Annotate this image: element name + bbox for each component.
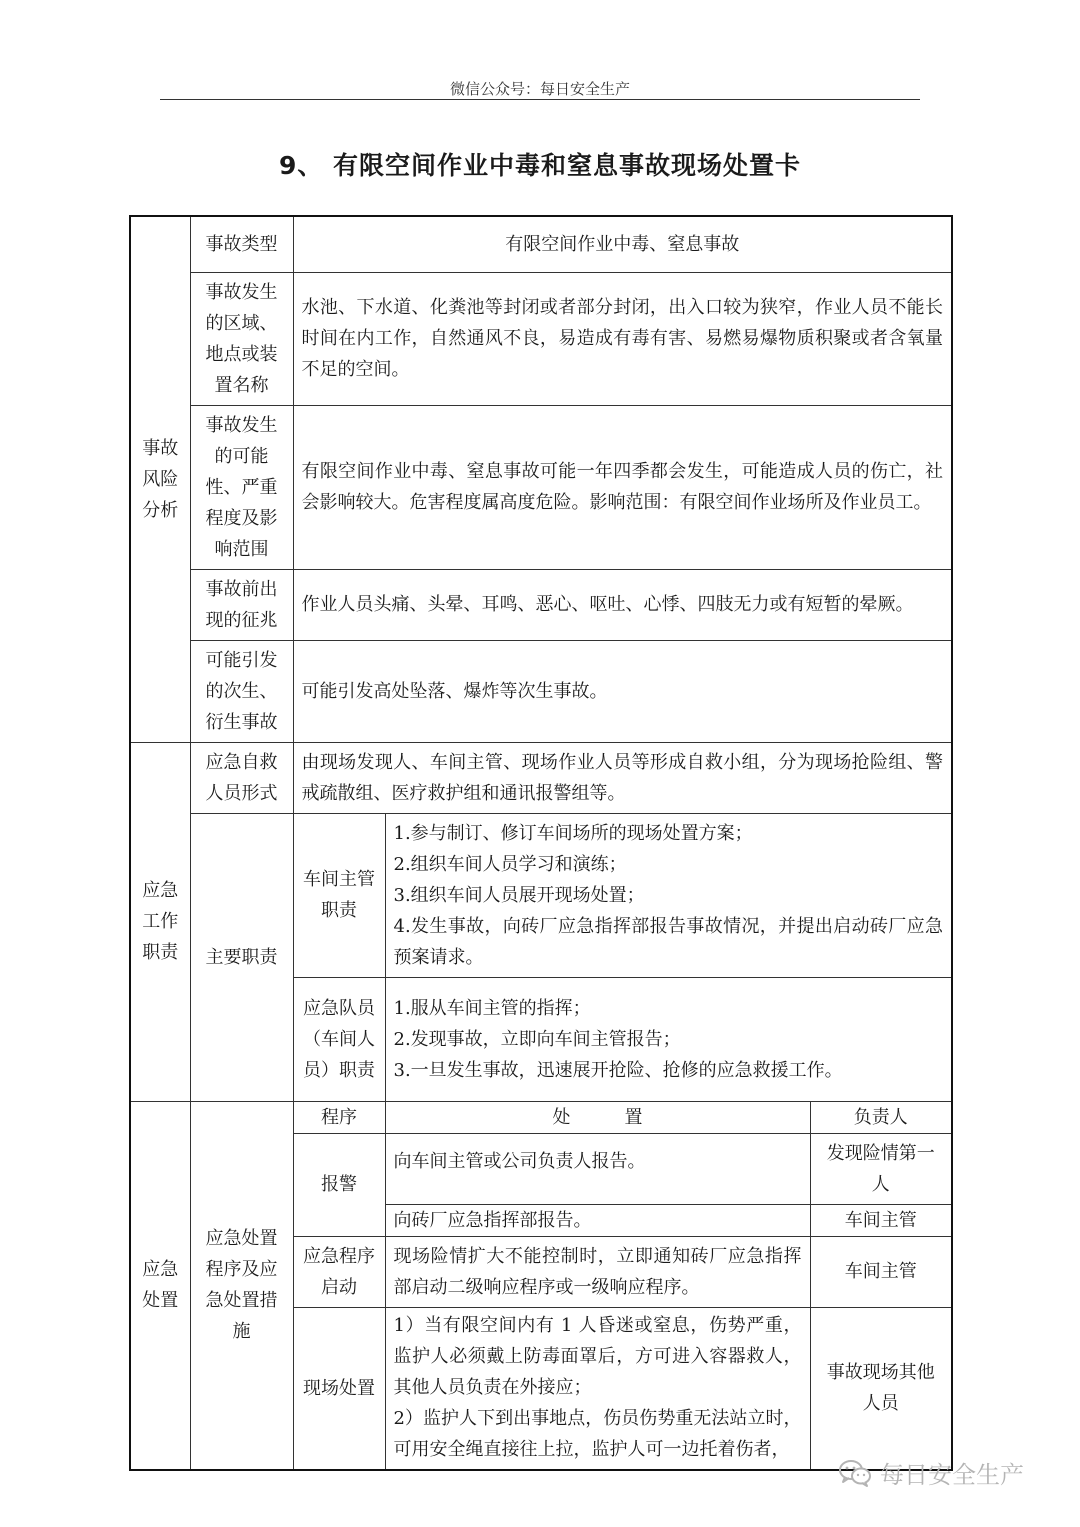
member-duty-list <box>385 977 952 1101</box>
step-onsite: 现场处置 <box>293 1307 385 1470</box>
list-item: 2.组织车间人员学习和演练； <box>393 853 627 875</box>
row-label: 应急自救人员形式 <box>190 742 293 813</box>
row-value: 可能引发高处坠落、爆炸等次生事故。 <box>293 640 952 742</box>
column-header-owner: 负责人 <box>810 1101 952 1133</box>
row-value: 水池、下水道、化粪池等封闭或者部分封闭，出入口较为狭窄，作业人员不能长时间在内工作，自然通风不良，易造成有毒有害、易燃易爆物质积聚或者含氧量不足的空间。 <box>293 272 952 405</box>
list-item: 1.参与制订、修订车间场所的现场处置方案； <box>393 822 753 844</box>
column-header-step: 程序 <box>293 1101 385 1133</box>
owner-cell: 车间主管 <box>810 1236 952 1307</box>
header-account: 微信公众号：每日安全生产 <box>449 80 630 98</box>
list-item: 3.一旦发生事故，迅速展开抢险、抢修的应急救援工作。 <box>393 1059 843 1081</box>
row-value: 有限空间作业中毒、窒息事故可能一年四季都会发生，可能造成人员的伤亡，社会影响较大。危害程度属高度危险。影响范围：有限空间作业场所及作业员工。 <box>293 405 952 569</box>
main-duties-label: 主要职责 <box>190 813 293 1101</box>
manager-duty-label: 车间主管职责 <box>293 813 385 977</box>
header-divider <box>160 99 920 100</box>
row-label: 事故发生的可能性、严重程度及影响范围 <box>190 405 293 569</box>
table-row <box>130 405 952 569</box>
onsite-action-list <box>385 1307 810 1470</box>
list-item: 1）当有限空间内有 1 人昏迷或窒息，伤势严重，监护人必须戴上防毒面罩后，方可进入容器救人，其他人员负责在外接应； <box>393 1314 802 1398</box>
row-label: 事故前出现的征兆 <box>190 569 293 640</box>
wechat-icon <box>838 1458 872 1488</box>
member-duty-label: 应急队员（车间人员）职责 <box>293 977 385 1101</box>
owner-cell: 车间主管 <box>810 1204 952 1236</box>
table-row <box>130 569 952 640</box>
table-row <box>130 1101 952 1133</box>
column-header-action: 处 置 <box>385 1101 810 1133</box>
list-item: 1.服从车间主管的指挥； <box>393 997 591 1019</box>
response-procedure-label: 应急处置程序及应急处置措施 <box>190 1101 293 1470</box>
table-row <box>130 216 952 272</box>
row-label: 事故发生的区域、地点或装置名称 <box>190 272 293 405</box>
row-value: 由现场发现人、车间主管、现场作业人员等形成自救小组，分为现场抢险组、警戒疏散组、医疗救护组和通讯报警组等。 <box>293 742 952 813</box>
table-row <box>130 272 952 405</box>
row-label: 可能引发的次生、衍生事故 <box>190 640 293 742</box>
manager-duty-list <box>385 813 952 977</box>
list-item: 2.发现事故，立即向车间主管报告； <box>393 1028 681 1050</box>
owner-cell: 事故现场其他人员 <box>810 1307 952 1470</box>
list-item: 2）监护人下到出事地点，伤员伤势重无法站立时，可用安全绳直接往上拉，监护人可一边托着伤者， <box>393 1407 802 1460</box>
action-cell: 现场险情扩大不能控制时，立即通知砖厂应急指挥部启动二级响应程序或一级响应程序。 <box>385 1236 810 1307</box>
watermark-text: 每日安全生产 <box>880 1461 1024 1489</box>
action-cell: 向车间主管或公司负责人报告。 <box>385 1133 810 1204</box>
watermark <box>838 1455 1024 1490</box>
table-row <box>130 813 952 977</box>
section-emergency-duties: 应急工作职责 <box>130 742 190 1101</box>
row-value: 作业人员头痛、头晕、耳鸣、恶心、呕吐、心悸、四肢无力或有短暂的晕厥。 <box>293 569 952 640</box>
table-row <box>130 640 952 742</box>
section-risk-analysis: 事故风险分析 <box>130 216 190 742</box>
action-cell: 向砖厂应急指挥部报告。 <box>385 1204 810 1236</box>
disposal-card-table <box>129 215 953 1471</box>
section-emergency-response: 应急处置 <box>130 1101 190 1470</box>
owner-cell: 发现险情第一人 <box>810 1133 952 1204</box>
row-value: 有限空间作业中毒、窒息事故 <box>293 216 952 272</box>
list-item: 4.发生事故，向砖厂应急指挥部报告事故情况，并提出启动砖厂应急预案请求。 <box>393 915 944 968</box>
table-row <box>130 742 952 813</box>
step-alarm: 报警 <box>293 1133 385 1236</box>
list-item: 3.组织车间人员展开现场处置； <box>393 884 645 906</box>
page-title: 9、 有限空间作业中毒和窒息事故现场处置卡 <box>278 151 802 180</box>
step-startup: 应急程序启动 <box>293 1236 385 1307</box>
row-label: 事故类型 <box>190 216 293 272</box>
